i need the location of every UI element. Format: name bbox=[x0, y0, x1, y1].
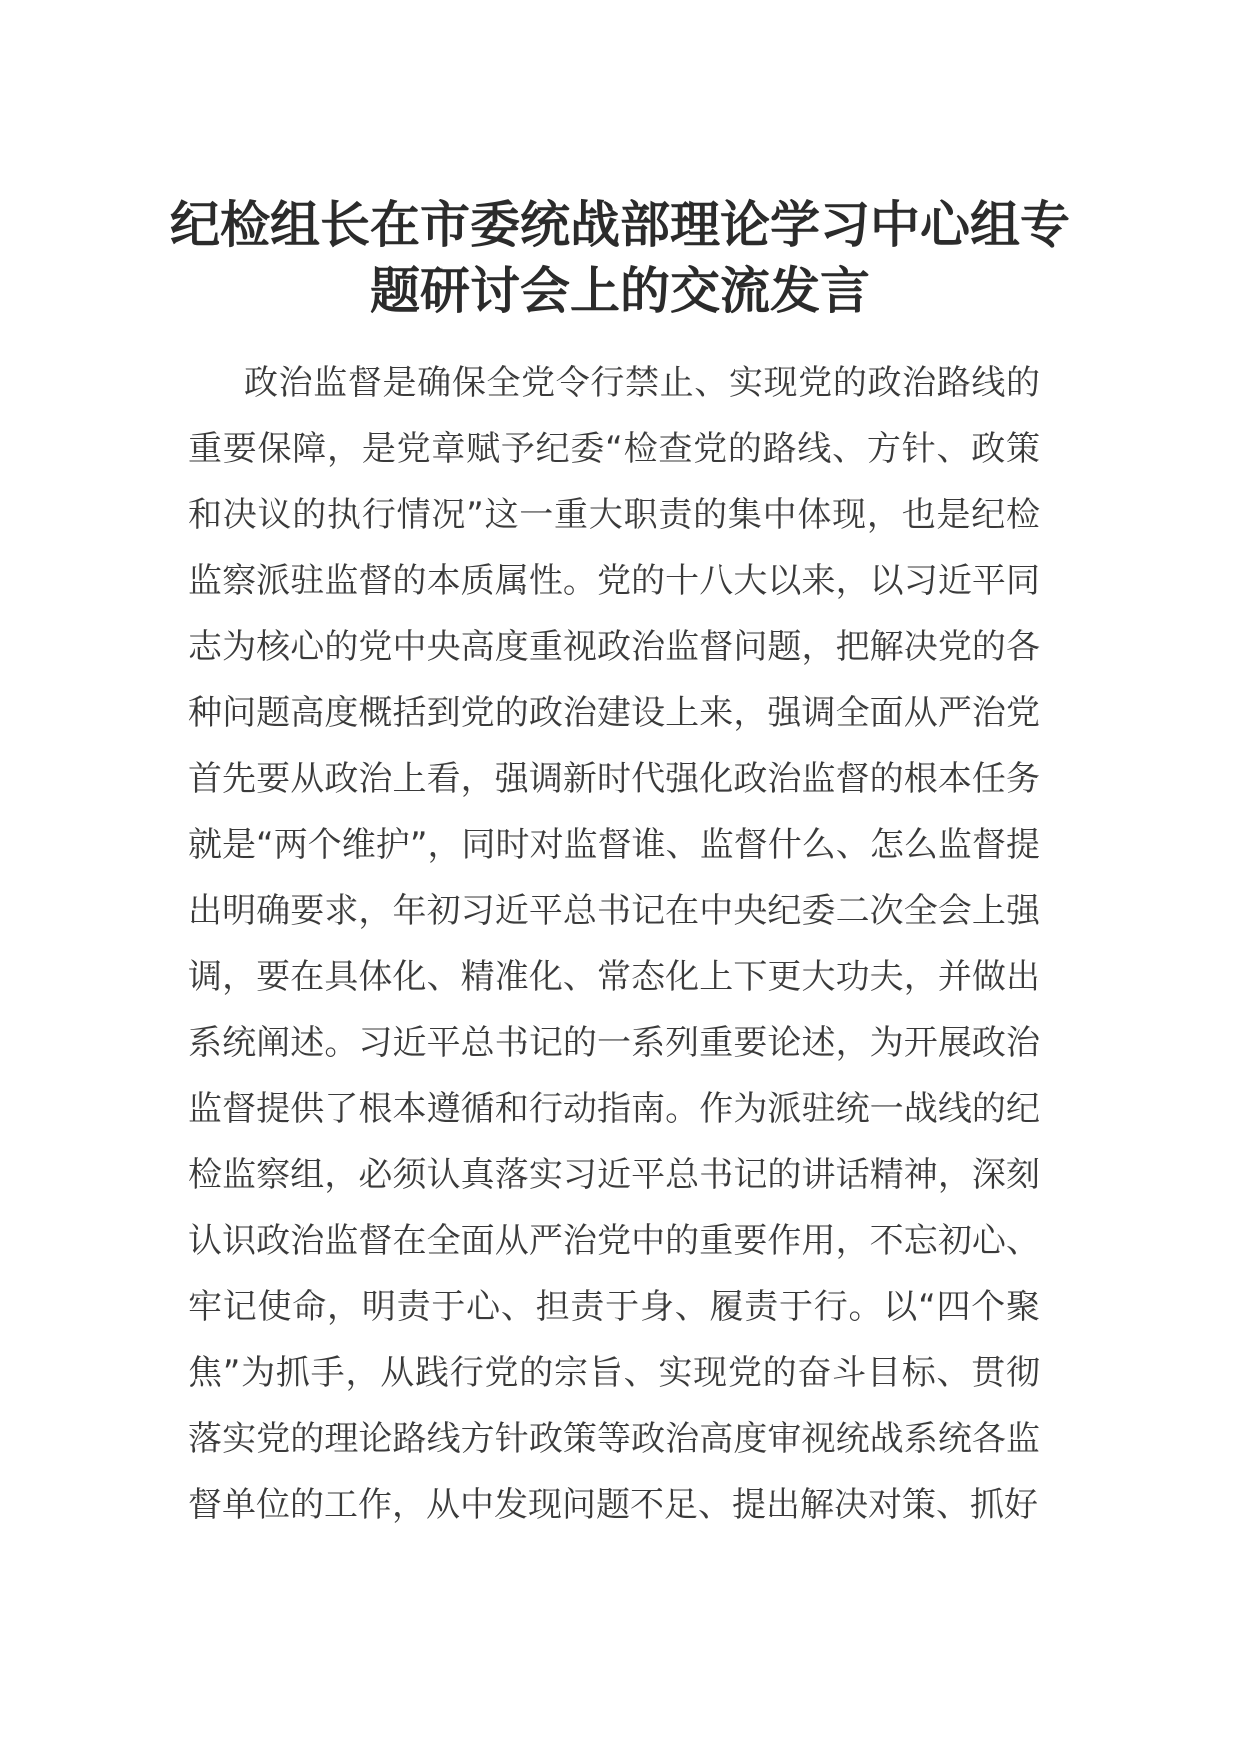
document-title: 纪检组长在市委统战部理论学习中心组专题研讨会上的交流发言 bbox=[170, 196, 1070, 320]
body-paragraph: 政治监督是确保全党令行禁止、实现党的政治路线的重要保障，是党章赋予纪委“检查党的路线、方针、政策和决议的执行情况”这一重大职责的集中体现，也是纪检监察派驻监督的本质属性。党的十八大以来，以习近平同志为核心的党中央高度重视政治监督问题，把解决党的各种问题高度概括到党的政治建设上来，强调全面从严治党首先要从政治上看，强调新时代强化政治监督的根本任务就是“两个维护”，同时对监督谁、监督什么、怎么监督提出明确要求，年初习近平总书记在中央纪委二次全会上强调，要在具体化、精准化、常态化上下更大功夫，并做出系统阐述。习近平总书记的一系列重要论述，为开展政治监督提供了根本遵循和行动指南。作为派驻统一战线的纪检监察组，必须认真落实习近平总书记的讲话精神，深刻认识政治监督在全面从严治党中的重要作用，不忘初心、牢记使命，明责于心、担责于身、履责于行。以“四个聚焦”为抓手，从践行党的宗旨、实现党的奋斗目标、贯彻落实党的理论路线方针政策等政治高度审视统战系统各监督单位的工作，从中发现问题不足、提出解决对策、抓好 bbox=[188, 363, 1040, 1525]
